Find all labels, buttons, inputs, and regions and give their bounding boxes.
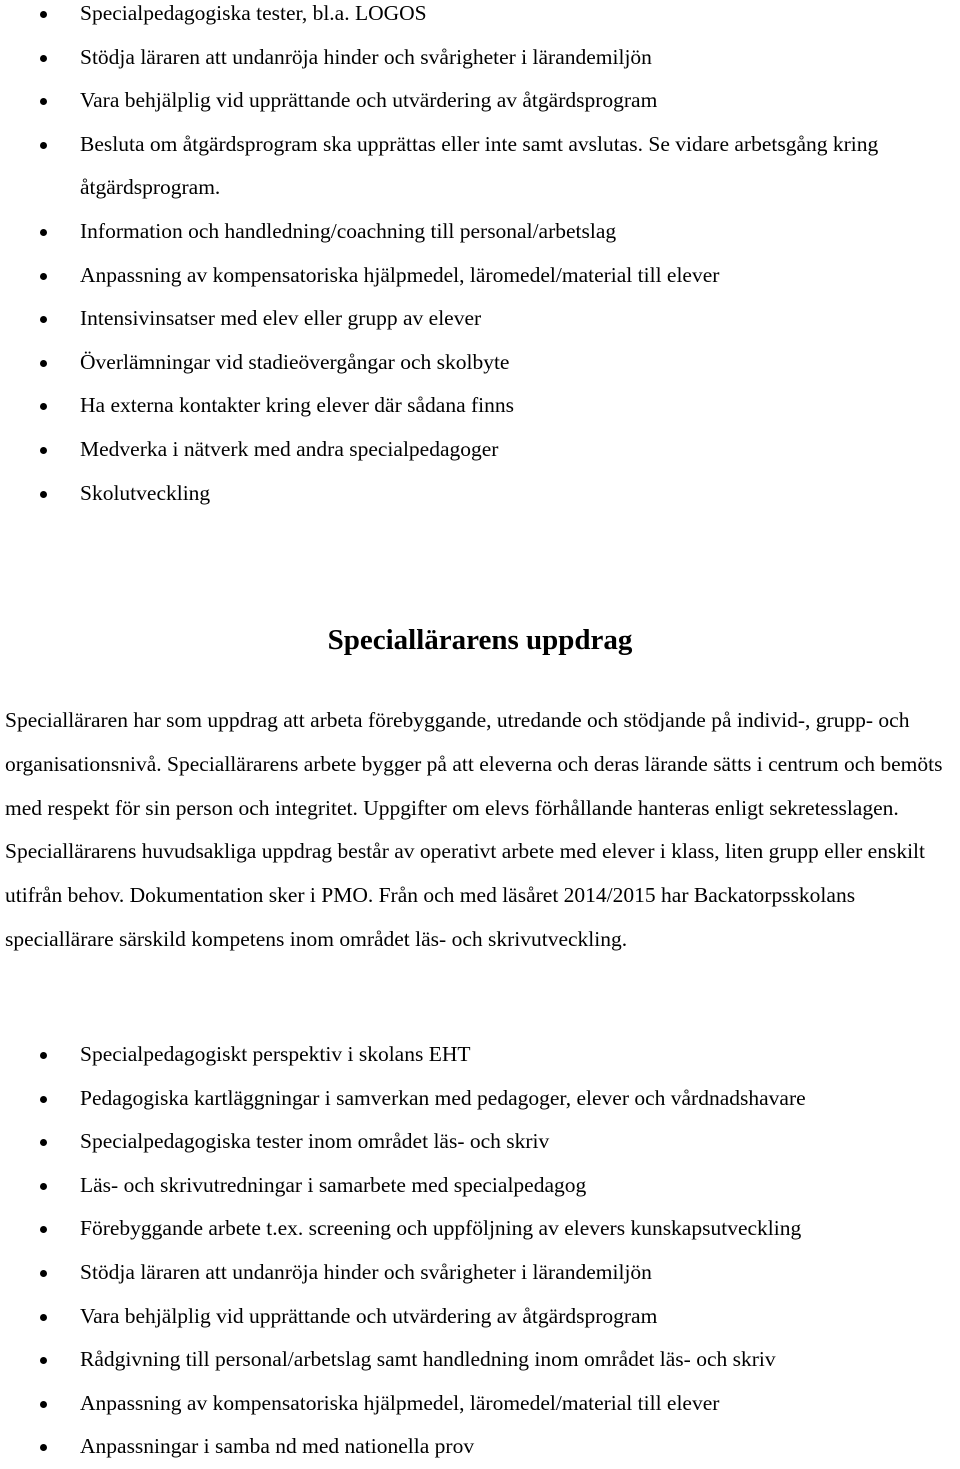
bullet-icon [40, 360, 47, 367]
bullet-icon [40, 229, 47, 236]
section-heading: Speciallärarens uppdrag [327, 624, 633, 656]
bullet-icon [40, 1183, 47, 1190]
duties-list-specialpedagog [0, 0, 960, 515]
list-item: Stödja läraren att undanröja hinder och svårigheter i lärandemiljön [0, 1251, 960, 1295]
bullet-icon [40, 1270, 47, 1277]
bullet-icon [40, 1314, 47, 1321]
list-item: Anpassning av kompensatoriska hjälpmedel, läromedel/material till elever [0, 1382, 960, 1426]
bullet-icon [40, 142, 47, 149]
list-item: Information och handledning/coachning till personal/arbetslag [0, 210, 960, 254]
list-item: Rådgivning till personal/arbetslag samt handledning inom området läs- och skriv [0, 1338, 960, 1382]
list-item: Pedagogiska kartläggningar i samverkan med pedagoger, elever och vårdnadshavare [0, 1077, 960, 1121]
list-item: Överlämningar vid stadieövergångar och skolbyte [0, 341, 960, 385]
bullet-icon [40, 1357, 47, 1364]
list-item: Läs- och skrivutredningar i samarbete med specialpedagog [0, 1164, 960, 1208]
bullet-icon [40, 316, 47, 323]
bullet-icon [40, 1052, 47, 1059]
list-item: Medverka i nätverk med andra specialpedagoger [0, 428, 960, 472]
bullet-icon [40, 98, 47, 105]
bullet-icon [40, 447, 47, 454]
list-item: Intensivinsatser med elev eller grupp av elever [0, 297, 960, 341]
bullet-icon [40, 11, 47, 18]
bullet-icon [40, 55, 47, 62]
list-item: Stödja läraren att undanröja hinder och svårigheter i lärandemiljön [0, 36, 960, 80]
list-item: Skolutveckling [0, 472, 960, 516]
list-item: Specialpedagogiska tester inom området läs- och skriv [0, 1120, 960, 1164]
bullet-icon [40, 403, 47, 410]
list-item: Anpassningar i samba nd med nationella prov [0, 1425, 960, 1469]
section-paragraph: Specialläraren har som uppdrag att arbeta förebyggande, utredande och stödjande på individ-, grupp- och organisationsnivå. Speciallärarens arbete bygger på att eleverna och deras lärande sätts i centrum och bemöts med respekt för sin person och integritet. Uppgifter om elevs förhållande hanteras enligt sekretesslagen. Speciallärarens huvudsakliga uppdrag består av operativt arbete med elever i klass, liten grupp eller enskilt utifrån behov. Dokumentation sker i PMO. Från och med läsåret 2014/2015 har Backatorpsskolans speciallärare särskild kompetens inom området läs- och skrivutveckling. [5, 708, 943, 951]
list-item: Specialpedagogiskt perspektiv i skolans EHT [0, 1033, 960, 1077]
bullet-icon [40, 491, 47, 498]
bullet-icon [40, 1096, 47, 1103]
list-item: Besluta om åtgärdsprogram ska upprättas eller inte samt avslutas. Se vidare arbetsgång kring åtgärdsprogram. [0, 123, 960, 210]
bullet-icon [40, 1139, 47, 1146]
list-item: Vara behjälplig vid upprättande och utvärdering av åtgärdsprogram [0, 79, 960, 123]
list-item: Ha externa kontakter kring elever där sådana finns [0, 384, 960, 428]
bullet-icon [40, 273, 47, 280]
list-item: Förebyggande arbete t.ex. screening och uppföljning av elevers kunskapsutveckling [0, 1207, 960, 1251]
list-item: Vara behjälplig vid upprättande och utvärdering av åtgärdsprogram [0, 1295, 960, 1339]
duties-list-speciallarare [0, 1033, 960, 1469]
bullet-icon [40, 1401, 47, 1408]
bullet-icon [40, 1226, 47, 1233]
bullet-icon [40, 1444, 47, 1451]
list-item: Anpassning av kompensatoriska hjälpmedel, läromedel/material till elever [0, 254, 960, 298]
list-item: Specialpedagogiska tester, bl.a. LOGOS [0, 0, 960, 36]
